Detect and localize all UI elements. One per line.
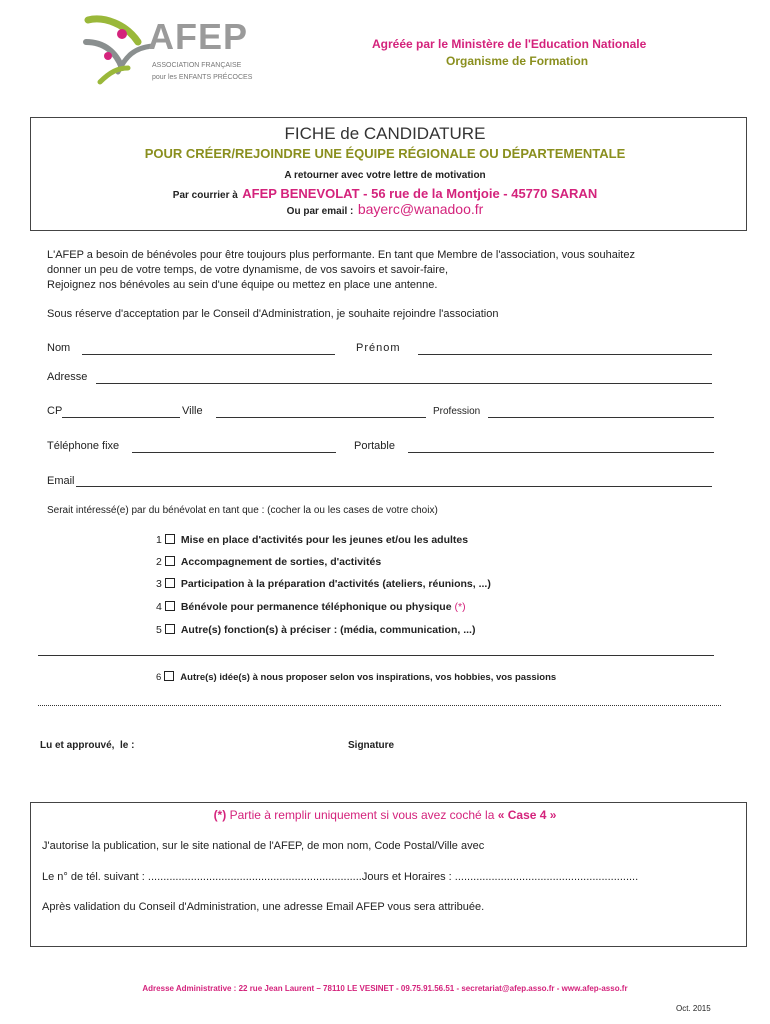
authorize-text: J'autorise la publication, sur le site national de l'AFEP, de mon nom, Code Postal/Ville avec (42, 840, 485, 852)
profession-line[interactable] (488, 417, 714, 418)
return-line: A retourner avec votre lettre de motivation (284, 170, 486, 181)
tel-label: Le n° de tél. suivant : (42, 871, 145, 883)
option-2[interactable] (156, 556, 381, 568)
option-6-dotted-line[interactable] (38, 705, 721, 706)
option-1-checkbox[interactable] (165, 534, 175, 544)
mail-address: AFEP BENEVOLAT - 56 rue de la Montjoie - 45770 SARAN (242, 186, 598, 201)
form-subtitle: POUR CRÉER/REJOINDRE UNE ÉQUIPE RÉGIONALE OU DÉPARTEMENTALE (144, 146, 626, 161)
adresse-line[interactable] (96, 383, 712, 384)
email-line (0, 201, 770, 219)
email-prefix: Ou par email : (286, 206, 354, 217)
option-5-line[interactable] (38, 655, 714, 656)
mail-prefix: Par courrier à (172, 190, 238, 201)
prenom-line[interactable] (418, 354, 712, 355)
intro-line1: L'AFEP a besoin de bénévoles pour être toujours plus performante. En tant que Membre de l'association, vous souhaitez (47, 249, 635, 261)
option-1-label: Mise en place d'activités pour les jeunes et/ou les adultes (180, 534, 469, 546)
email-address[interactable]: bayerc@wanadoo.fr (357, 201, 484, 217)
validation-text: Après validation du Conseil d'Administration, une adresse Email AFEP vous sera attribuée. (42, 901, 485, 913)
option-6-num: 6 (156, 672, 162, 683)
option-6-checkbox[interactable] (164, 671, 174, 681)
case4-title-line (0, 808, 770, 822)
hours-label: Jours et Horaires : (361, 871, 452, 883)
case4-title: Partie à remplir uniquement si vous avez coché la (229, 808, 495, 822)
nom-line[interactable] (82, 354, 335, 355)
option-4-label: Bénévole pour permanence téléphonique ou physique (180, 601, 452, 613)
reserve-text: Sous réserve d'acceptation par le Conseil d'Administration, je souhaite rejoindre l'association (47, 308, 499, 320)
option-1-num: 1 (156, 534, 162, 546)
cp-label: CP (47, 405, 63, 417)
ville-label: Ville (182, 405, 203, 417)
interest-question: Serait intéressé(e) par du bénévolat en tant que : (cocher la ou les cases de votre choix) (47, 505, 438, 516)
option-5-checkbox[interactable] (165, 624, 175, 634)
option-3-num: 3 (156, 578, 162, 590)
form-title: FICHE de CANDIDATURE (284, 124, 486, 143)
agreement-text: Agréée par le Ministère de l'Education Nationale (372, 37, 647, 51)
option-5[interactable] (156, 624, 475, 636)
option-6[interactable] (156, 672, 556, 683)
signature-label: Signature (348, 740, 395, 751)
email-field-line[interactable] (76, 486, 712, 487)
case4-label: « Case 4 » (497, 808, 557, 822)
option-3[interactable] (156, 578, 491, 590)
prenom-label: Prénom (356, 342, 401, 354)
logo-text: AFEP (148, 16, 249, 57)
option-2-label: Accompagnement de sorties, d'activités (180, 556, 382, 568)
option-2-checkbox[interactable] (165, 556, 175, 566)
hours-dots[interactable]: ............................................................ (454, 871, 639, 883)
case4-mark: (*) (213, 808, 227, 822)
tel-fixe-line[interactable] (132, 452, 336, 453)
ville-line[interactable] (216, 417, 426, 418)
option-4-note: (*) (454, 601, 466, 613)
footer-date: Oct. 2015 (676, 1004, 711, 1013)
portable-line[interactable] (408, 452, 714, 453)
adresse-label: Adresse (47, 371, 88, 383)
option-4-checkbox[interactable] (165, 601, 175, 611)
organisme-text: Organisme de Formation (446, 54, 589, 68)
option-6-label: Autre(s) idée(s) à nous proposer selon vos inspirations, vos hobbies, vos passions (180, 672, 557, 683)
profession-label: Profession (433, 406, 481, 417)
portable-label: Portable (354, 440, 395, 452)
option-4[interactable] (156, 601, 466, 613)
tel-hours-line (42, 871, 638, 883)
tel-dots[interactable]: ...................................................................... (147, 871, 362, 883)
nom-label: Nom (47, 342, 71, 354)
email-label: Email (47, 475, 75, 487)
option-2-num: 2 (156, 556, 162, 568)
logo-sub1: ASSOCIATION FRANÇAISE (152, 62, 242, 69)
approved-label: Lu et approuvé, le : (40, 740, 135, 751)
intro-line2: donner un peu de votre temps, de votre dynamisme, de vos savoirs et savoir-faire, (47, 264, 449, 276)
cp-line[interactable] (62, 417, 180, 418)
option-1[interactable] (156, 534, 468, 546)
option-5-num: 5 (156, 624, 162, 636)
option-3-checkbox[interactable] (165, 578, 175, 588)
option-3-label: Participation à la préparation d'activités (ateliers, réunions, ...) (180, 578, 491, 590)
logo-sub2: pour les ENFANTS PRÉCOCES (152, 74, 253, 81)
tel-fixe-label: Téléphone fixe (47, 440, 120, 452)
footer-address: Adresse Administrative : 22 rue Jean Laurent – 78110 LE VESINET - 09.75.91.56.51 - secretariat@afep.asso.fr - www.afep-asso.fr (142, 984, 628, 993)
intro-line3: Rejoignez nos bénévoles au sein d'une équipe ou mettez en place une antenne. (47, 279, 438, 291)
option-5-label: Autre(s) fonction(s) à préciser : (média, communication, ...) (180, 624, 476, 636)
option-4-num: 4 (156, 601, 162, 613)
logo (82, 12, 262, 90)
